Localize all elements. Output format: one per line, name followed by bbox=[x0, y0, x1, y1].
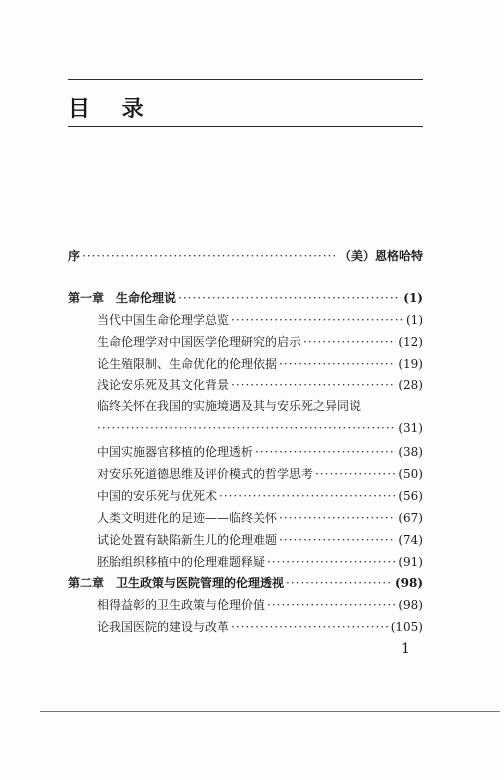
entry-page: (67) bbox=[398, 511, 423, 525]
preface-title: 序 bbox=[68, 249, 81, 263]
toc-entry bbox=[97, 464, 423, 484]
toc-entry bbox=[97, 310, 423, 330]
entry-page: (98) bbox=[398, 598, 423, 612]
preface-author: （美）恩格哈特 bbox=[338, 249, 423, 263]
toc-entry bbox=[97, 354, 423, 374]
chapter-page: (98) bbox=[394, 576, 423, 590]
leader-dots bbox=[178, 288, 401, 308]
entry-title: 当代中国生命伦理学总览 bbox=[97, 313, 230, 327]
leader-dots bbox=[231, 310, 404, 330]
leader-dots bbox=[315, 464, 396, 484]
toc-entry bbox=[97, 442, 423, 462]
chapter-heading bbox=[68, 573, 284, 593]
bottom-rule bbox=[40, 711, 500, 712]
entry-page: (74) bbox=[398, 533, 423, 547]
toc-entry bbox=[97, 508, 423, 528]
leader-dots bbox=[267, 552, 396, 572]
entry-title: 论生殖限制、生命优化的伦理依据 bbox=[97, 357, 278, 371]
entry-title: 论我国医院的建设与改革 bbox=[97, 620, 230, 634]
chapter-number: 第一章 bbox=[68, 291, 105, 305]
toc-entry bbox=[97, 552, 423, 572]
toc-entry bbox=[97, 595, 423, 615]
entry-page: (19) bbox=[398, 357, 423, 371]
entry-page: (105) bbox=[390, 620, 423, 634]
chapter-title: 生命伦理说 bbox=[116, 291, 177, 305]
chapter-heading bbox=[68, 288, 176, 308]
toc-entry bbox=[97, 486, 423, 506]
entry-title: 人类文明进化的足迹——临终关怀 bbox=[97, 511, 278, 525]
entry-page: (50) bbox=[398, 467, 423, 481]
entry-page: (56) bbox=[398, 489, 423, 503]
entry-title: 胚胎组织移植中的伦理难题释疑 bbox=[97, 555, 266, 569]
toc-chapter bbox=[68, 288, 423, 308]
entry-page: (91) bbox=[398, 555, 423, 569]
toc-entry bbox=[97, 332, 423, 352]
toc-preface bbox=[68, 246, 423, 266]
entry-page: (1) bbox=[406, 313, 423, 327]
toc-chapter bbox=[68, 573, 423, 593]
leader-dots bbox=[279, 530, 396, 550]
entry-title: 临终关怀在我国的实施境遇及其与安乐死之异同说 bbox=[97, 399, 362, 413]
leader-dots bbox=[303, 332, 396, 352]
toc-entry bbox=[97, 530, 423, 550]
entry-title: 对安乐死道德思维及评价模式的哲学思考 bbox=[97, 467, 314, 481]
entry-title: 试论处置有缺陷新生儿的伦理难题 bbox=[97, 533, 278, 547]
entry-title: 相得益彰的卫生政策与伦理价值 bbox=[97, 598, 266, 612]
toc-entry-continuation bbox=[97, 418, 423, 438]
leader-dots bbox=[255, 442, 396, 462]
leader-dots bbox=[231, 617, 389, 637]
leader-dots bbox=[219, 486, 396, 506]
leader-dots bbox=[231, 375, 396, 395]
entry-page: (12) bbox=[398, 335, 423, 349]
top-rule bbox=[68, 79, 423, 80]
leader-dots bbox=[97, 418, 396, 438]
entry-page: (28) bbox=[398, 378, 423, 392]
leader-dots bbox=[286, 573, 393, 593]
leader-dots bbox=[267, 595, 396, 615]
chapter-title: 卫生政策与医院管理的伦理透视 bbox=[116, 576, 285, 590]
page-title: 目 录 bbox=[68, 97, 156, 122]
entry-title: 生命伦理学对中国医学伦理研究的启示 bbox=[97, 335, 302, 349]
leader-dots bbox=[279, 354, 396, 374]
page-number: 1 bbox=[401, 641, 410, 657]
chapter-number: 第二章 bbox=[68, 576, 105, 590]
entry-page: (31) bbox=[398, 421, 423, 435]
entry-title: 中国实施器官移植的伦理透析 bbox=[97, 445, 254, 459]
entry-page: (38) bbox=[398, 445, 423, 459]
toc-entry bbox=[97, 617, 423, 637]
entry-title: 浅论安乐死及其文化背景 bbox=[97, 378, 230, 392]
title-rule bbox=[68, 126, 423, 127]
leader-dots bbox=[82, 246, 337, 266]
chapter-page: (1) bbox=[403, 291, 423, 305]
leader-dots bbox=[279, 508, 396, 528]
entry-title: 中国的安乐死与优死术 bbox=[97, 489, 218, 503]
toc-entry bbox=[97, 375, 423, 395]
